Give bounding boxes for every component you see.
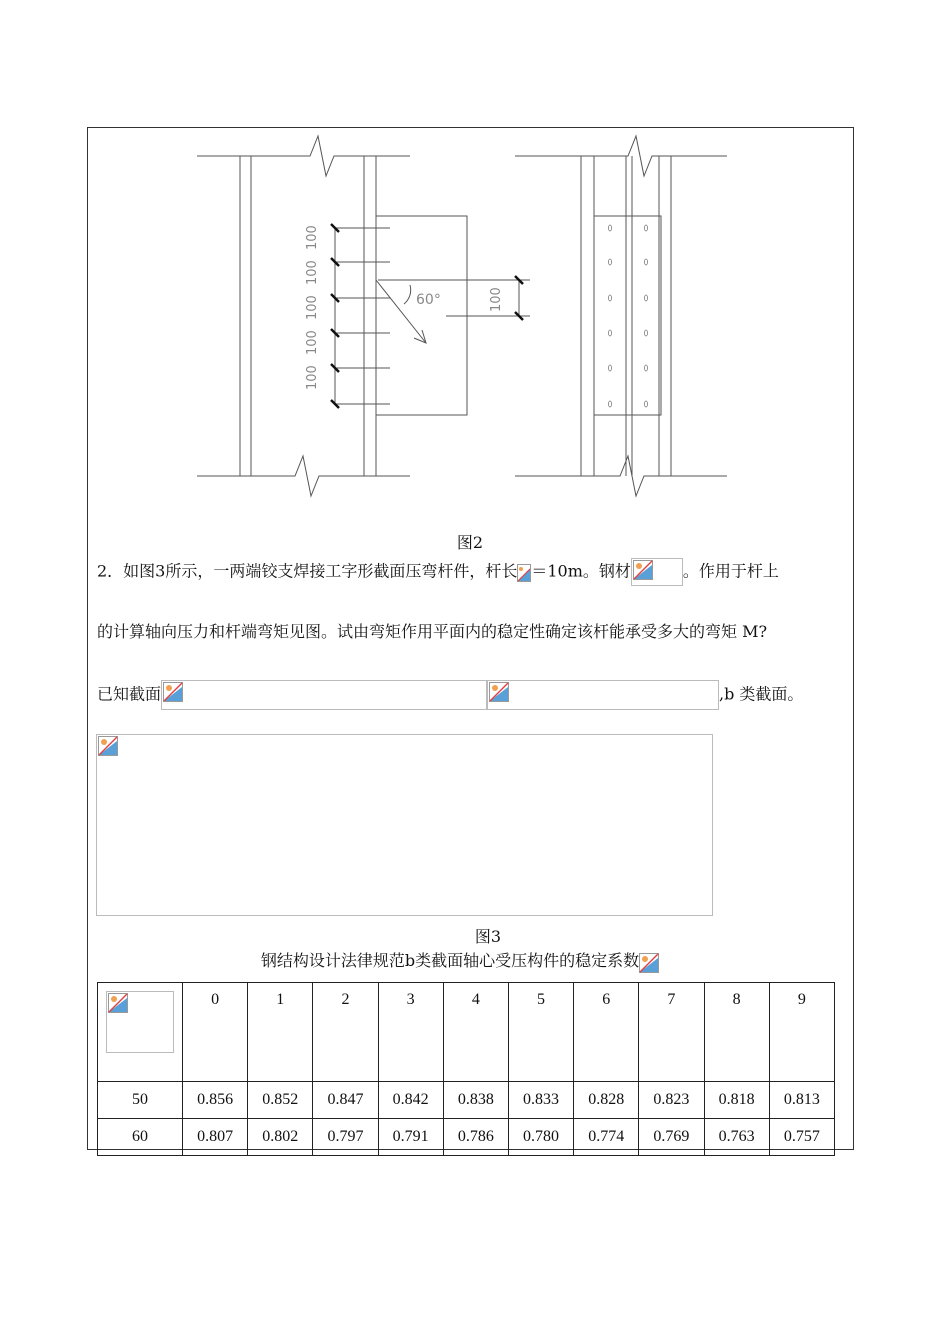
broken-image-icon (487, 680, 719, 710)
table-title: 钢结构设计法律规范b类截面轴心受压构件的稳定系数 (200, 948, 720, 973)
dim-label: 100 (305, 365, 320, 390)
table-cell: 0.856 (183, 1082, 248, 1119)
stability-coefficient-table (97, 982, 835, 1156)
table-cell: 0.833 (508, 1082, 573, 1119)
table-cell: 0.818 (704, 1082, 769, 1119)
broken-image-icon (631, 558, 683, 586)
table-header-cell: 9 (769, 983, 834, 1082)
table-cell: 0.823 (639, 1082, 704, 1119)
broken-image-icon (517, 560, 531, 584)
dim-label: 100 (305, 260, 320, 285)
table-cell: 0.797 (313, 1119, 378, 1156)
table-corner-cell (98, 983, 183, 1082)
table-header-cell: 6 (574, 983, 639, 1082)
table-header-row (98, 983, 835, 1082)
table-header-cell: 8 (704, 983, 769, 1082)
table-cell: 0.828 (574, 1082, 639, 1119)
table-header-cell: 5 (508, 983, 573, 1082)
dim-label: 100 (305, 295, 320, 320)
broken-image-icon (98, 736, 116, 754)
table-cell: 0.757 (769, 1119, 834, 1156)
table-header-cell: 2 (313, 983, 378, 1082)
table-cell: 0.769 (639, 1119, 704, 1156)
table-header-cell: 3 (378, 983, 443, 1082)
table-cell: 0.774 (574, 1119, 639, 1156)
table-cell: 0.813 (769, 1082, 834, 1119)
table-cell: 0.763 (704, 1119, 769, 1156)
table-header-cell: 1 (248, 983, 313, 1082)
problem-line-2: 的计算轴向压力和杆端弯矩见图。试由弯矩作用平面内的稳定性确定该杆能承受多大的弯矩 M? (97, 622, 768, 641)
table-cell: 0.842 (378, 1082, 443, 1119)
table-header-cell: 7 (639, 983, 704, 1082)
table-row (98, 1082, 835, 1119)
table-row-label: 50 (98, 1082, 183, 1119)
figure-3-caption: 图3 (474, 927, 502, 946)
broken-image-icon (106, 991, 174, 1053)
table-cell: 0.847 (313, 1082, 378, 1119)
table-header-cell: 4 (443, 983, 508, 1082)
problem-line-1: 2．如图3所示，一两端铰支焊接工字形截面压弯杆件，杆长 ＝10m。钢材 。作用于杆上 (97, 558, 779, 586)
figure-2-caption: 图2 (456, 533, 484, 552)
angle-label: 60° (416, 292, 441, 308)
table-cell: 0.780 (508, 1119, 573, 1156)
table-cell: 0.786 (443, 1119, 508, 1156)
broken-image-icon (161, 680, 487, 710)
table-cell: 0.852 (248, 1082, 313, 1119)
table-cell: 0.791 (378, 1119, 443, 1156)
table-cell: 0.807 (183, 1119, 248, 1156)
table-header-cell: 0 (183, 983, 248, 1082)
problem-line-3: 已知截面 ,b 类截面。 (97, 680, 803, 710)
figure-2-drawing (195, 125, 735, 515)
broken-image-icon (639, 951, 659, 973)
table-row (98, 1119, 835, 1156)
spacing-label: 100 (489, 287, 504, 312)
table-cell: 0.802 (248, 1119, 313, 1156)
dim-label: 100 (305, 225, 320, 250)
figure-3-image (96, 734, 713, 916)
table-row-label: 60 (98, 1119, 183, 1156)
dim-label: 100 (305, 330, 320, 355)
table-cell: 0.838 (443, 1082, 508, 1119)
